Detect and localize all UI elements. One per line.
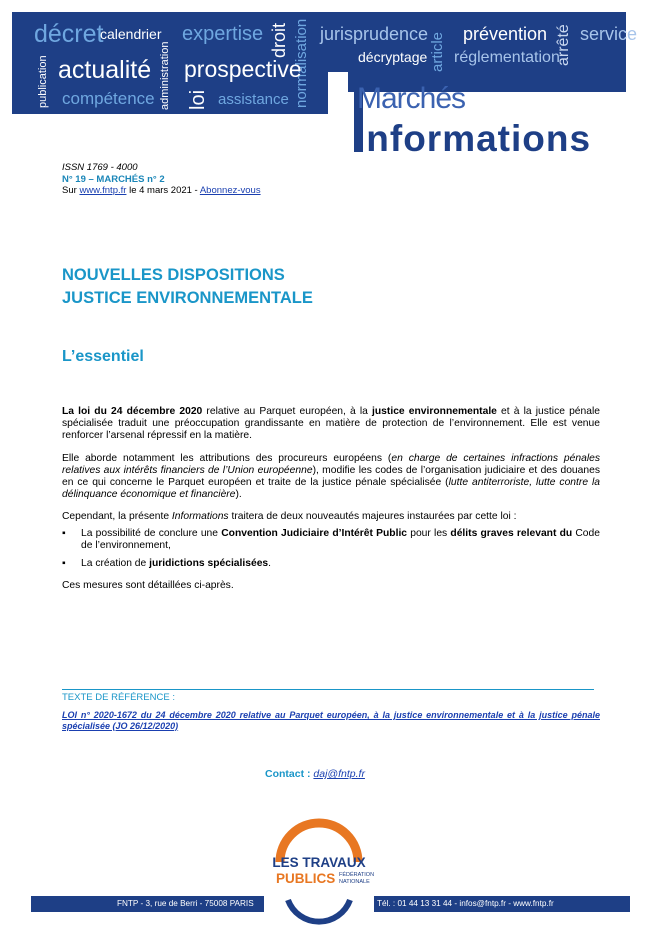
li1-text-2: pour les (407, 527, 451, 539)
site-link[interactable]: www.fntp.fr (79, 185, 127, 196)
bullet-icon: ▪ (62, 527, 66, 539)
issue-number: N° 19 – MARCHÉS n° 2 (62, 173, 165, 185)
paragraph-3 (62, 511, 600, 523)
logo-sub-2: NATIONALE (339, 879, 370, 885)
li1-bold-2: délits graves relevant du (450, 527, 573, 539)
header-banner (12, 12, 638, 114)
banner-word-administration: administration (159, 41, 171, 110)
banner-word-service: service (580, 24, 638, 44)
contact-label: Contact : (265, 768, 314, 780)
section-heading-essentiel: L’essentiel (62, 348, 144, 365)
p3-text-1: Cependant, la présente (62, 511, 172, 523)
banner-word-droit: droit (269, 22, 289, 58)
banner-word-expertise: expertise (182, 23, 264, 45)
bullet-icon: ▪ (62, 558, 66, 570)
publication-on: Sur (62, 185, 80, 196)
logo-text-line-1: LES TRAVAUX (272, 855, 366, 870)
banner-white-block (328, 72, 348, 114)
bullet-list (62, 528, 600, 571)
li2-bold: juridictions spécialisées (149, 558, 269, 570)
banner-word-prospective: prospective (184, 56, 302, 82)
p3-text-2: traitera de deux nouveautés majeures instaurées par cette loi : (228, 511, 517, 523)
banner-word-decryptage: décryptage (358, 49, 428, 65)
subscribe-link[interactable]: Abonnez-vous (199, 185, 261, 196)
reference-text (62, 710, 600, 731)
li2-text-1: La création de (81, 558, 150, 570)
p2-text-3: ). (235, 489, 242, 501)
li1-bold-1: Convention Judiciaire d’Intérêt Public (221, 527, 408, 539)
li1-text-1: La possibilité de conclure une (81, 527, 222, 539)
list-item (62, 528, 600, 552)
p1-bold-law: La loi du 24 décembre 2020 (62, 406, 203, 417)
banner-word-calendrier: calendrier (100, 26, 162, 42)
banner-word-article: article (429, 31, 446, 72)
masthead-marches: Marchés (357, 82, 466, 115)
banner-word-loi: loi (187, 89, 209, 110)
paragraph-2 (62, 453, 600, 502)
p1-bold-justice: justice environnementale (372, 406, 497, 417)
p2-italic-2: lutte antiterroriste, lutte contre la délinquance économique et financière (62, 477, 600, 501)
paragraph-1 (62, 406, 600, 443)
reference-link[interactable]: LOI n° 2020-1672 du 24 décembre 2020 relative au Parquet européen, à la justice environnementale et à la justice pénale spécialisée (JO 26/12/2020) (62, 710, 600, 731)
banner-word-publication: publication (37, 55, 49, 108)
banner-word-jurisprudence: jurisprudence (320, 24, 429, 44)
reference-divider (62, 689, 594, 690)
publication-line (62, 185, 261, 197)
title-line-1: NOUVELLES DISPOSITIONS (62, 266, 285, 284)
issue-meta (62, 162, 261, 197)
p1-text-1: relative au Parquet européen, à la (202, 406, 373, 417)
footer-contact: Tél. : 01 44 13 31 44 - infos@fntp.fr - www.fntp.fr (377, 899, 554, 908)
footer-address: FNTP - 3, rue de Berri - 75008 PARIS (117, 899, 254, 908)
issn: ISSN 1769 - 4000 (62, 162, 138, 173)
masthead-white-block (320, 114, 354, 152)
p2-text-1: Elle aborde notamment les attributions des procureurs européens ( (62, 452, 392, 464)
banner-word-normalisation: normalisation (293, 18, 310, 108)
banner-word-competence: compétence (62, 89, 155, 108)
masthead-informations: Informations (355, 118, 592, 159)
title-line-2: JUSTICE ENVIRONNEMENTALE (62, 289, 313, 307)
banner-word-decret: décret (34, 20, 104, 48)
body-text (62, 406, 600, 602)
li1-text-3: Code de l’environnement, (81, 527, 600, 551)
contact-email-link[interactable]: daj@fntp.fr (313, 768, 365, 780)
paragraph-4: Ces mesures sont détaillées ci-après. (62, 580, 234, 592)
banner-word-prevention: prévention (463, 24, 548, 44)
p3-italic: Informations (171, 511, 229, 523)
fntp-logo (264, 830, 374, 916)
logo-text-line-2: PUBLICS (276, 871, 336, 886)
contact (265, 768, 365, 780)
banner-word-reglementation: réglementation (454, 49, 560, 66)
banner-word-actualite: actualité (58, 56, 152, 84)
list-item (62, 558, 600, 570)
banner-word-assistance: assistance (218, 91, 289, 108)
p1-text-2: et à la justice pénale spécialisée traduit une préoccupation grandissante en matière de protection de l’environnement. Elle est venue renforcer l’arsenal répressif en la matière. (62, 406, 600, 442)
p2-italic-1: en charge de certaines infractions pénales relatives aux intérêts financiers de l’Union européenne (62, 452, 600, 476)
logo-sub-1: FÉDÉRATION (339, 872, 375, 878)
banner-word-arrete: arrêté (555, 24, 572, 66)
page-title (62, 264, 313, 310)
publication-date: le 4 mars 2021 - (126, 185, 200, 196)
reference-heading: TEXTE DE RÉFÉRENCE : (62, 692, 175, 703)
li2-text-2: . (268, 558, 272, 570)
p2-text-2: ), modifie les codes de l’organisation judiciaire et des douanes en ce qui concerne le Parquet européen et traite de la justice pénale spécialisée ( (62, 464, 600, 489)
